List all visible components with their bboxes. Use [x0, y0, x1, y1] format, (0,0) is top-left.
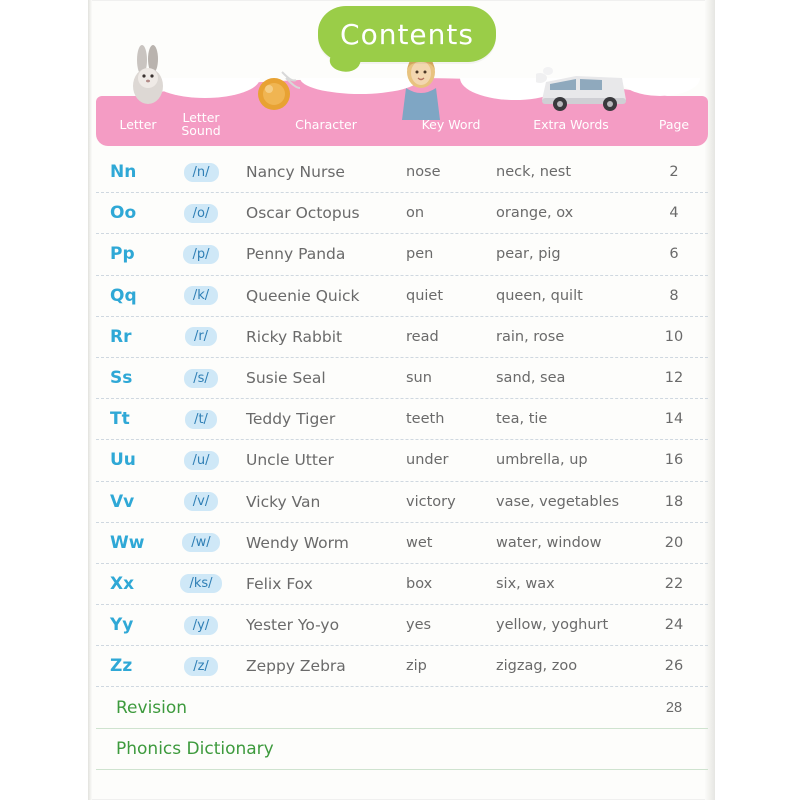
- cell-page: 18: [664, 493, 684, 510]
- cell-sound: [174, 482, 228, 522]
- cell-letter: Pp: [110, 244, 135, 265]
- cell-page: 14: [664, 411, 684, 428]
- cell-page: 10: [664, 328, 684, 345]
- cell-keyword: under: [406, 452, 449, 469]
- cell-sound: [174, 646, 228, 686]
- cell-character: Vicky Van: [246, 492, 321, 511]
- cell-page: 4: [669, 205, 679, 222]
- cell-letter: Vv: [110, 491, 135, 512]
- cell-keyword: box: [406, 575, 433, 592]
- table-row-phonics-dictionary[interactable]: [96, 729, 708, 770]
- cell-keyword: zip: [406, 658, 427, 675]
- table-row[interactable]: [96, 399, 708, 440]
- cell-character: Uncle Utter: [246, 451, 334, 470]
- table-row[interactable]: [96, 646, 708, 687]
- column-header-letter-sound-line2: Sound: [181, 123, 221, 138]
- cell-keyword: sun: [406, 370, 432, 387]
- sound-pill: /z/: [184, 657, 218, 676]
- cell-extra-words: vase, vegetables: [496, 493, 620, 510]
- phonics-dictionary-label: Phonics Dictionary: [116, 738, 274, 759]
- table-row[interactable]: [96, 440, 708, 481]
- cell-character: Felix Fox: [246, 574, 313, 593]
- sound-pill: /o/: [184, 204, 219, 223]
- table-row[interactable]: [96, 564, 708, 605]
- cell-sound: [174, 152, 228, 192]
- phonics-dictionary-page: [652, 729, 696, 769]
- table-row[interactable]: [96, 605, 708, 646]
- sound-pill: /y/: [184, 616, 218, 635]
- cell-extra-words: rain, rose: [496, 328, 565, 345]
- yoyo-photo: [252, 68, 308, 116]
- cell-character: Nancy Nurse: [246, 163, 345, 182]
- cell-sound: [174, 440, 228, 480]
- cell-sound: [174, 605, 228, 645]
- van-photo: [536, 62, 632, 114]
- cell-extra-words: sand, sea: [496, 370, 566, 387]
- sound-pill: /w/: [182, 533, 219, 552]
- page-footer-blank: [96, 770, 708, 800]
- sound-pill: /v/: [184, 492, 218, 511]
- cell-character: Oscar Octopus: [246, 204, 360, 223]
- cell-letter: Qq: [110, 285, 137, 306]
- cell-character: Yester Yo-yo: [246, 616, 340, 635]
- cell-page: 22: [664, 575, 684, 592]
- cell-letter: Yy: [110, 615, 134, 636]
- table-row-revision[interactable]: [96, 687, 708, 728]
- cell-character: Teddy Tiger: [246, 410, 336, 429]
- cell-letter: Tt: [110, 409, 130, 430]
- cell-letter: Zz: [110, 656, 133, 677]
- sound-pill: /s/: [184, 369, 218, 388]
- cell-character: Wendy Worm: [246, 533, 349, 552]
- cell-extra-words: water, window: [496, 534, 602, 551]
- sound-pill: /p/: [183, 245, 218, 264]
- table-row[interactable]: [96, 523, 708, 564]
- cell-sound: [174, 193, 228, 233]
- sound-pill: /r/: [185, 327, 217, 346]
- cell-letter: Rr: [110, 326, 132, 347]
- cell-page: 12: [664, 370, 684, 387]
- cell-sound: [174, 399, 228, 439]
- cell-extra-words: zigzag, zoo: [496, 658, 578, 675]
- cell-extra-words: umbrella, up: [496, 452, 588, 469]
- cell-sound: [174, 276, 228, 316]
- table-row[interactable]: [96, 234, 708, 275]
- cell-sound: [174, 523, 228, 563]
- sound-pill: /t/: [185, 410, 217, 429]
- cell-letter: Oo: [110, 203, 137, 224]
- cell-character: Zeppy Zebra: [246, 657, 346, 676]
- table-row[interactable]: [96, 193, 708, 234]
- cell-page: 20: [664, 534, 684, 551]
- cell-extra-words: tea, tie: [496, 411, 548, 428]
- cell-extra-words: yellow, yoghurt: [496, 617, 609, 634]
- column-header-page: Page: [658, 117, 690, 132]
- cell-page: 2: [669, 164, 679, 181]
- cell-character: Queenie Quick: [246, 286, 360, 305]
- cell-page: 24: [664, 617, 684, 634]
- cell-letter: Uu: [110, 450, 136, 471]
- column-header-letter-sound-line1: Letter: [182, 110, 220, 125]
- table-row[interactable]: [96, 276, 708, 317]
- cell-extra-words: queen, quilt: [496, 287, 583, 304]
- cell-keyword: yes: [406, 617, 432, 634]
- column-header-keyword: Key Word: [421, 117, 481, 132]
- sound-pill: /ks/: [180, 574, 221, 593]
- sound-pill: /u/: [184, 451, 219, 470]
- cell-page: 6: [669, 246, 679, 263]
- cell-keyword: pen: [406, 246, 434, 263]
- sound-pill: /n/: [184, 163, 219, 182]
- cell-keyword: on: [406, 205, 425, 222]
- cell-sound: [174, 234, 228, 274]
- revision-label: Revision: [116, 697, 188, 718]
- cell-extra-words: orange, ox: [496, 205, 574, 222]
- column-header-letter: Letter: [119, 117, 157, 132]
- page-margin-left: [0, 0, 88, 800]
- table-row[interactable]: [96, 482, 708, 523]
- cell-page: 16: [664, 452, 684, 469]
- cell-character: Penny Panda: [246, 245, 346, 264]
- column-header-extra-words: Extra Words: [533, 117, 609, 132]
- cell-keyword: wet: [406, 534, 433, 551]
- page-margin-right: [715, 0, 800, 800]
- cell-extra-words: neck, nest: [496, 164, 572, 181]
- sound-pill: /k/: [184, 286, 218, 305]
- cell-character: Ricky Rabbit: [246, 327, 343, 346]
- cell-keyword: read: [406, 328, 439, 345]
- paper-edge-left: [88, 0, 92, 800]
- cell-letter: Nn: [110, 162, 137, 183]
- table-row[interactable]: [96, 358, 708, 399]
- table-row[interactable]: [96, 152, 708, 193]
- cell-character: Susie Seal: [246, 369, 326, 388]
- cell-keyword: quiet: [406, 287, 444, 304]
- cell-sound: [174, 564, 228, 604]
- cell-extra-words: six, wax: [496, 575, 555, 592]
- cell-keyword: teeth: [406, 411, 445, 428]
- cell-extra-words: pear, pig: [496, 246, 561, 263]
- revision-page: 28: [665, 699, 683, 716]
- rabbit-photo: [128, 44, 174, 106]
- column-header-character: Character: [295, 117, 357, 132]
- cell-letter: Xx: [110, 573, 135, 594]
- cell-page: 8: [669, 287, 679, 304]
- cell-keyword: victory: [406, 493, 456, 510]
- contents-table: [96, 152, 708, 770]
- cell-sound: [174, 317, 228, 357]
- girl-photo: [398, 52, 444, 120]
- cell-sound: [174, 358, 228, 398]
- cell-page: 26: [664, 658, 684, 675]
- page-title: Contents: [340, 17, 474, 51]
- column-header-letter-sound: [174, 111, 228, 137]
- cell-keyword: nose: [406, 164, 441, 181]
- table-row[interactable]: [96, 317, 708, 358]
- cell-letter: Ww: [110, 532, 145, 553]
- cell-letter: Ss: [110, 368, 133, 389]
